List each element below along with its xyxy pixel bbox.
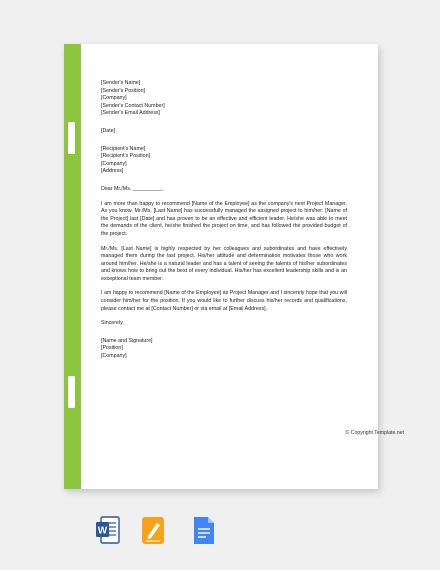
signature-company: [Company] xyxy=(101,353,127,360)
closing: Sincerely, xyxy=(101,320,124,327)
body-paragraph-2: Mr./Ms. [Last Name] is highly respected by her colleagues and subordinates and have effectively managed them during the last project. His/her attitude and determination motivates those who work around him/her. He/she is a natural leader and has a talent of seeing the talents of his/her subordinates and knows how to bring out the best of every individual. His/her has excellent leadership skills and is an exceptional team member. xyxy=(101,245,347,282)
recipient-position: [Recipient's Position] xyxy=(101,153,151,160)
signature-position: [Position] xyxy=(101,345,123,352)
recipient-name: [Recipient's Name] xyxy=(101,145,146,152)
sender-contact: [Sender's Contact Number] xyxy=(101,102,165,109)
apple-pages-icon[interactable] xyxy=(140,514,166,547)
document-spine xyxy=(64,44,81,489)
body-paragraph-3: I am happy to recommend [Name of the Employee] as Project Manager and I sincerely hope that you will consider him/her for the position. If you would like to further discuss his/her records and qualifications, please contact me at [Contact Number] or via email at [Email Address]. xyxy=(101,290,347,312)
format-icons xyxy=(95,514,335,548)
recipient-company: [Company] xyxy=(101,160,127,167)
ms-word-letter: W xyxy=(97,525,108,537)
recipient-address: [Address] xyxy=(101,168,124,175)
sender-company: [Company] xyxy=(101,95,127,102)
body-paragraph-1: I am more than happy to recommend [Name of the Employee] as the company's next Project Manager. As you know, Mr./Ms. [Last Name] has successfully managed the assigned project to him/her: [Name of the Project] last [Date] and has proven to be an effective and efficient leader. He/she was able to meet the demands of the client, he/she finished the project on time, and has followed the provided budget of the project. xyxy=(101,200,347,237)
letter-content xyxy=(101,80,347,361)
letter-date: [Date] xyxy=(101,127,116,134)
binder-tab-bottom xyxy=(68,376,75,408)
copyright-footer: © Copyright Template.net xyxy=(345,430,404,436)
sender-email: [Sender's Email Address] xyxy=(101,110,161,117)
google-docs-icon[interactable] xyxy=(191,514,217,547)
binder-tab-top xyxy=(68,122,75,154)
sender-name: [Sender's Name] xyxy=(101,80,141,86)
signature-name: [Name and Signature] xyxy=(101,337,153,344)
ms-word-icon[interactable] xyxy=(95,514,121,547)
sender-position: [Sender's Position] xyxy=(101,87,145,94)
salutation: Dear Mr./Ms. __________, xyxy=(101,185,164,192)
